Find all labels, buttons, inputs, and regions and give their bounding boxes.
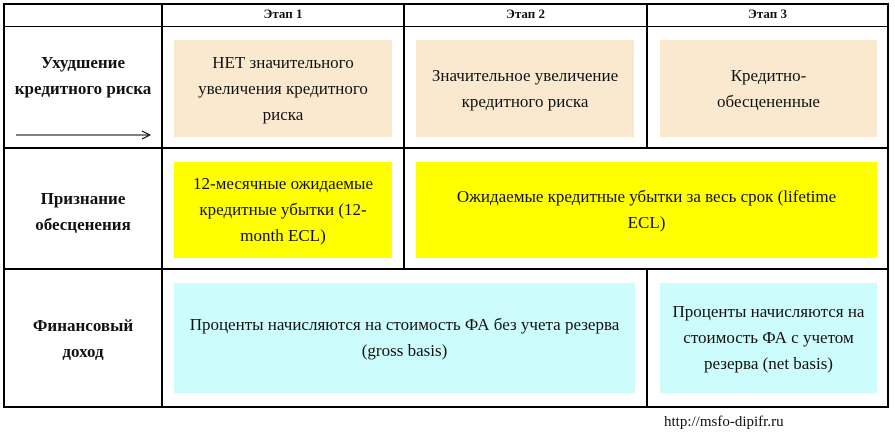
impairment-stage-2-3-box (416, 162, 877, 258)
label-column-divider (161, 3, 163, 408)
impairment-stage-1-box (174, 162, 392, 258)
income-stage-1-2-text: Проценты начисляются на стоимость ФА без учета резерва (gross basis) (189, 315, 620, 360)
header-divider (3, 26, 889, 27)
deterioration-stage-1-box (174, 40, 392, 137)
deterioration-stage-3-box (660, 40, 877, 137)
header-stage-1: Этап 1 (263, 6, 303, 21)
deterioration-stage-2-text: Значительное увеличение кредитного риска (431, 65, 619, 111)
row-divider-2 (3, 268, 889, 270)
row-label-income: Финансовый доход (32, 316, 134, 361)
income-stage-1-2-box (174, 283, 635, 393)
stage-1-2-divider-mid (403, 147, 405, 269)
impairment-stage-2-3-text: Ожидаемые кредитные убытки за весь срок (lifetime ECL) (456, 187, 837, 232)
deterioration-stage-3-text: Кредитно-обесцененные (717, 65, 820, 111)
deterioration-stage-2-box (416, 40, 634, 137)
row-label-impairment: Признание обесценения (35, 189, 131, 234)
deterioration-stage-1-text: НЕТ значительного увеличения кредитного риска (198, 52, 368, 124)
arrow-right-icon (16, 129, 152, 141)
income-stage-3-text: Проценты начисляются на стоимость ФА с учетом резерва (net basis) (672, 302, 865, 373)
stage-2-3-divider-bottom (646, 268, 648, 408)
impairment-stage-1-text: 12-месячные ожидаемые кредитные убытки (12-month ECL) (192, 174, 373, 245)
row-label-deterioration: Ухудшение кредитного риска (14, 53, 152, 98)
source-url: http://msfo-dipifr.ru (664, 414, 784, 430)
header-stage-2: Этап 2 (506, 6, 545, 21)
income-stage-3-box (660, 283, 877, 393)
row-divider-1 (3, 147, 889, 149)
header-stage-3: Этап 3 (748, 6, 787, 21)
